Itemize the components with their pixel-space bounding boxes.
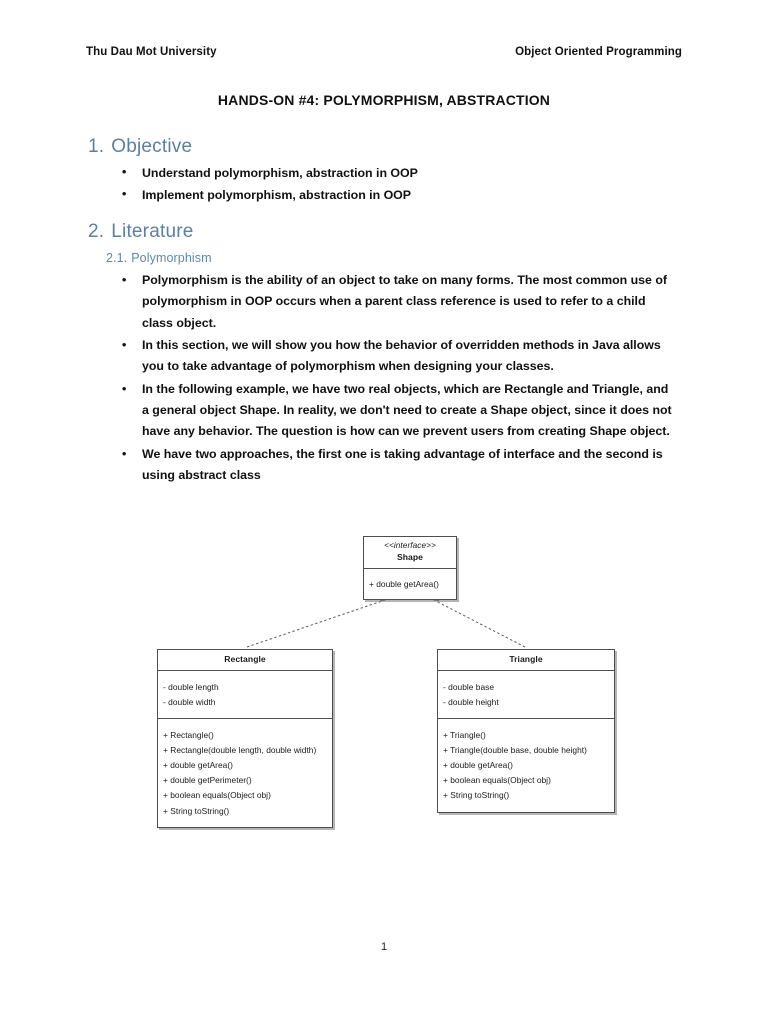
document-header [86, 46, 682, 58]
section-number: 2. [88, 221, 105, 242]
uml-member: - double length [163, 682, 219, 692]
uml-class-shape [363, 536, 457, 600]
bullet-glyph: • [122, 381, 127, 396]
list-item [113, 379, 678, 443]
uml-member: - double height [443, 697, 499, 708]
uml-class-header-shape [364, 537, 456, 568]
bullet-glyph: • [122, 187, 127, 202]
uml-member: + double getArea() [163, 760, 233, 771]
section-heading-literature [88, 221, 194, 243]
objective-bullet-list [113, 162, 633, 206]
uml-member: + String toString() [443, 790, 510, 801]
uml-member: + boolean equals(Object obj) [443, 775, 551, 786]
uml-class-rectangle [157, 649, 333, 828]
list-item [113, 184, 633, 206]
uml-member: - double width [163, 697, 216, 708]
bullet-glyph: • [122, 273, 127, 287]
uml-member: + Rectangle(double length, double width) [163, 745, 317, 756]
uml-member: + boolean equals(Object obj) [163, 790, 271, 801]
uml-member: + double getPerimeter() [163, 775, 252, 786]
document-title: HANDS-ON #4: POLYMORPHISM, ABSTRACTION [217, 92, 551, 108]
list-item-text: In this section, we will show you how the behavior of overridden methods in Java allows you to take advantage of polymorphism when designing your classes. [142, 337, 661, 374]
uml-member: + String toString() [163, 805, 230, 816]
uml-member: - double base [443, 682, 495, 692]
uml-class-name: Rectangle [224, 654, 266, 664]
uml-member: + double getArea() [443, 760, 513, 771]
uml-class-header-rectangle [158, 650, 332, 670]
section-title: Objective [111, 136, 193, 157]
page-number: 1 [380, 941, 388, 953]
bullet-glyph: • [122, 165, 127, 179]
bullet-glyph: • [122, 337, 127, 352]
list-item-text: Understand polymorphism, abstraction in OOP [142, 166, 418, 180]
uml-member: + Triangle() [443, 730, 486, 741]
uml-field-compartment-triangle [438, 670, 614, 718]
header-right-text: Object Oriented Programming [515, 46, 682, 58]
section-number: 1. [88, 136, 105, 157]
uml-member: + Triangle(double base, double height) [443, 745, 587, 756]
section-title: Literature [111, 221, 194, 242]
list-item-text: In the following example, we have two real objects, which are Rectangle and Triangle, and a general object Shape. In reality, we don't need to create a Shape object, since it does not have any behavior. The question is how can we prevent users from creating Shape object. [142, 381, 672, 439]
uml-class-triangle [437, 649, 615, 813]
section-heading-objective [88, 136, 192, 158]
uml-class-name: Shape [396, 551, 424, 562]
subsection-heading-polymorphism [106, 251, 212, 265]
uml-method-compartment-shape [364, 568, 456, 599]
uml-member: + Rectangle() [163, 730, 214, 741]
list-item [113, 335, 678, 378]
subsection-number: 2.1. [106, 251, 128, 265]
polymorphism-bullet-list [113, 270, 678, 487]
list-item [113, 444, 678, 487]
list-item [113, 162, 633, 184]
uml-method-compartment-triangle [438, 718, 614, 811]
list-item-text: Implement polymorphism, abstraction in OOP [142, 188, 412, 203]
uml-field-compartment-rectangle [158, 670, 332, 718]
list-item-text: We have two approaches, the first one is taking advantage of interface and the second is using abstract class [142, 446, 663, 482]
subsection-title: Polymorphism [131, 251, 212, 265]
uml-class-name: Triangle [509, 654, 543, 664]
uml-stereotype-interface: <<interface>> [384, 541, 436, 550]
uml-method-compartment-rectangle [158, 718, 332, 826]
uml-class-header-triangle [438, 650, 614, 670]
list-item [113, 270, 678, 334]
bullet-glyph: • [122, 446, 127, 461]
list-item-text: Polymorphism is the ability of an object to take on many forms. The most common use of polymorphism in OOP occurs when a parent class reference is used to refer to a child class object. [142, 273, 667, 330]
header-left-text: Thu Dau Mot University [86, 46, 217, 58]
uml-member: + double getArea() [369, 578, 439, 589]
